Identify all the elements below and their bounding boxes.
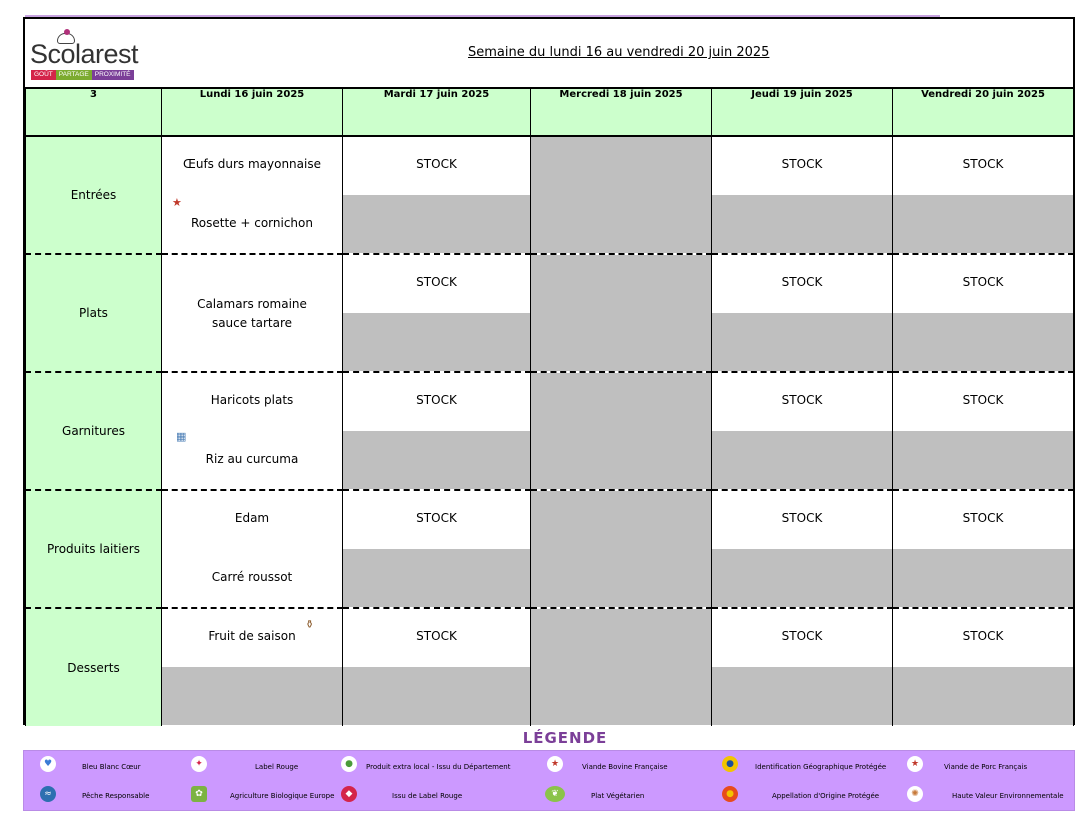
legend-label: Haute Valeur Environnementale — [952, 792, 1064, 800]
menu-header — [25, 19, 1073, 89]
section-row-entrees — [26, 136, 1074, 254]
wednesday-cell — [531, 608, 712, 726]
tuesday-cell — [343, 136, 531, 254]
monday-cell — [162, 608, 343, 726]
label-rouge-icon: ✦ — [191, 756, 207, 772]
stock-label: STOCK — [893, 609, 1073, 667]
legend-label: Appellation d'Origine Protégée — [772, 792, 880, 800]
bleu-blanc-coeur-icon: ♥ — [40, 756, 56, 772]
dish-item: Carré roussot — [211, 570, 293, 584]
stock-label: STOCK — [893, 137, 1073, 195]
legend-label: Viande de Porc Français — [944, 763, 1028, 771]
aop-icon: ● — [722, 786, 738, 802]
thursday-cell — [712, 254, 893, 372]
stock-label: STOCK — [893, 255, 1073, 313]
dish-item: Calamars romaine sauce tartare — [197, 297, 307, 330]
day-header-tuesday: Mardi 17 juin 2025 — [343, 89, 531, 136]
legend-label: Label Rouge — [255, 763, 299, 771]
dish-item: Œufs durs mayonnaise — [183, 157, 321, 171]
stock-label: STOCK — [712, 373, 892, 431]
stock-label: STOCK — [712, 491, 892, 549]
stock-label: STOCK — [343, 137, 530, 195]
monday-cell — [162, 372, 343, 490]
wednesday-cell — [531, 490, 712, 608]
day-header-friday: Vendredi 20 juin 2025 — [893, 89, 1074, 136]
friday-cell — [893, 372, 1074, 490]
stock-label: STOCK — [343, 255, 530, 313]
menu-sheet — [23, 17, 1075, 725]
section-row-plats — [26, 254, 1074, 372]
bio-europe-icon: ✿ — [191, 786, 207, 802]
viande-bovine-icon: ★ — [547, 756, 563, 772]
tuesday-cell — [343, 490, 531, 608]
peche-icon: ▦ — [176, 430, 187, 443]
legend-title: LÉGENDE — [522, 729, 608, 747]
monday-cell — [162, 136, 343, 254]
friday-cell — [893, 490, 1074, 608]
category-label: Garnitures — [26, 372, 162, 490]
tuesday-cell — [343, 608, 531, 726]
stock-label: STOCK — [343, 609, 530, 667]
logo-tag-proximite: PROXIMITÉ — [92, 70, 134, 80]
day-header-wednesday: Mercredi 18 juin 2025 — [531, 89, 712, 136]
issu-label-rouge-icon: ◆ — [341, 786, 357, 802]
logo-wordmark: Scolarest — [30, 39, 139, 69]
monday-cell — [162, 254, 343, 372]
igp-icon: ● — [722, 756, 738, 772]
dish-item: Rosette + cornichon — [190, 216, 313, 230]
legend-panel — [23, 750, 1075, 811]
legend-label: Produit extra local - Issu du Département — [366, 763, 511, 771]
dish-item: Riz au curcuma — [205, 452, 299, 466]
stock-label: STOCK — [343, 373, 530, 431]
thursday-cell — [712, 372, 893, 490]
week-number: 3 — [26, 89, 162, 136]
category-label: Entrées — [26, 136, 162, 254]
vegetarien-icon: ❦ — [545, 786, 565, 802]
legend-label: Viande Bovine Française — [582, 763, 668, 771]
map-pin-icon: ● — [341, 756, 357, 772]
category-label: Desserts — [26, 608, 162, 726]
legend-label: Bleu Blanc Cœur — [82, 763, 141, 771]
legend-label: Identification Géographique Protégée — [755, 763, 887, 771]
stock-label: STOCK — [343, 491, 530, 549]
friday-cell — [893, 136, 1074, 254]
category-label: Plats — [26, 254, 162, 372]
friday-cell — [893, 608, 1074, 726]
hve-icon: ✺ — [907, 786, 923, 802]
logo-tag-gout: GOÛT — [31, 70, 56, 80]
section-row-garnitures — [26, 372, 1074, 490]
porc-francais-icon: ★ — [907, 756, 923, 772]
tuesday-cell — [343, 372, 531, 490]
day-header-monday: Lundi 16 juin 2025 — [162, 89, 343, 136]
thursday-cell — [712, 490, 893, 608]
legend-label: Pêche Responsable — [82, 792, 150, 800]
viande-porc-icon: ★ — [172, 196, 182, 209]
section-row-desserts — [26, 608, 1074, 726]
wednesday-cell — [531, 136, 712, 254]
dish-item: Haricots plats — [210, 393, 294, 407]
tuesday-cell — [343, 254, 531, 372]
stock-label: STOCK — [893, 491, 1073, 549]
logo-taglines — [31, 70, 134, 80]
thursday-cell — [712, 608, 893, 726]
legend-label: Plat Végétarien — [591, 792, 645, 800]
dish-item: Edam — [234, 511, 270, 525]
stock-label: STOCK — [893, 373, 1073, 431]
wednesday-cell — [531, 372, 712, 490]
peche-responsable-icon: ≈ — [40, 786, 56, 802]
thursday-cell — [712, 136, 893, 254]
legend-label: Issu de Label Rouge — [392, 792, 463, 800]
dish-item: Fruit de saison — [208, 629, 296, 643]
day-header-thursday: Jeudi 19 juin 2025 — [712, 89, 893, 136]
stock-label: STOCK — [712, 255, 892, 313]
monday-cell — [162, 490, 343, 608]
friday-cell — [893, 254, 1074, 372]
day-header-row — [26, 89, 1074, 136]
menu-table — [25, 89, 1074, 726]
legend-label: Agriculture Biologique Europe — [230, 792, 335, 800]
logo-tag-partage: PARTAGE — [56, 70, 92, 80]
week-title: Semaine du lundi 16 au vendredi 20 juin 2025 — [468, 45, 770, 60]
category-label: Produits laitiers — [26, 490, 162, 608]
stock-label: STOCK — [712, 137, 892, 195]
stock-label: STOCK — [712, 609, 892, 667]
bottles-icon: ⚱ — [305, 618, 315, 631]
scolarest-logo — [30, 33, 160, 83]
section-row-produits-laitiers — [26, 490, 1074, 608]
wednesday-cell — [531, 254, 712, 372]
